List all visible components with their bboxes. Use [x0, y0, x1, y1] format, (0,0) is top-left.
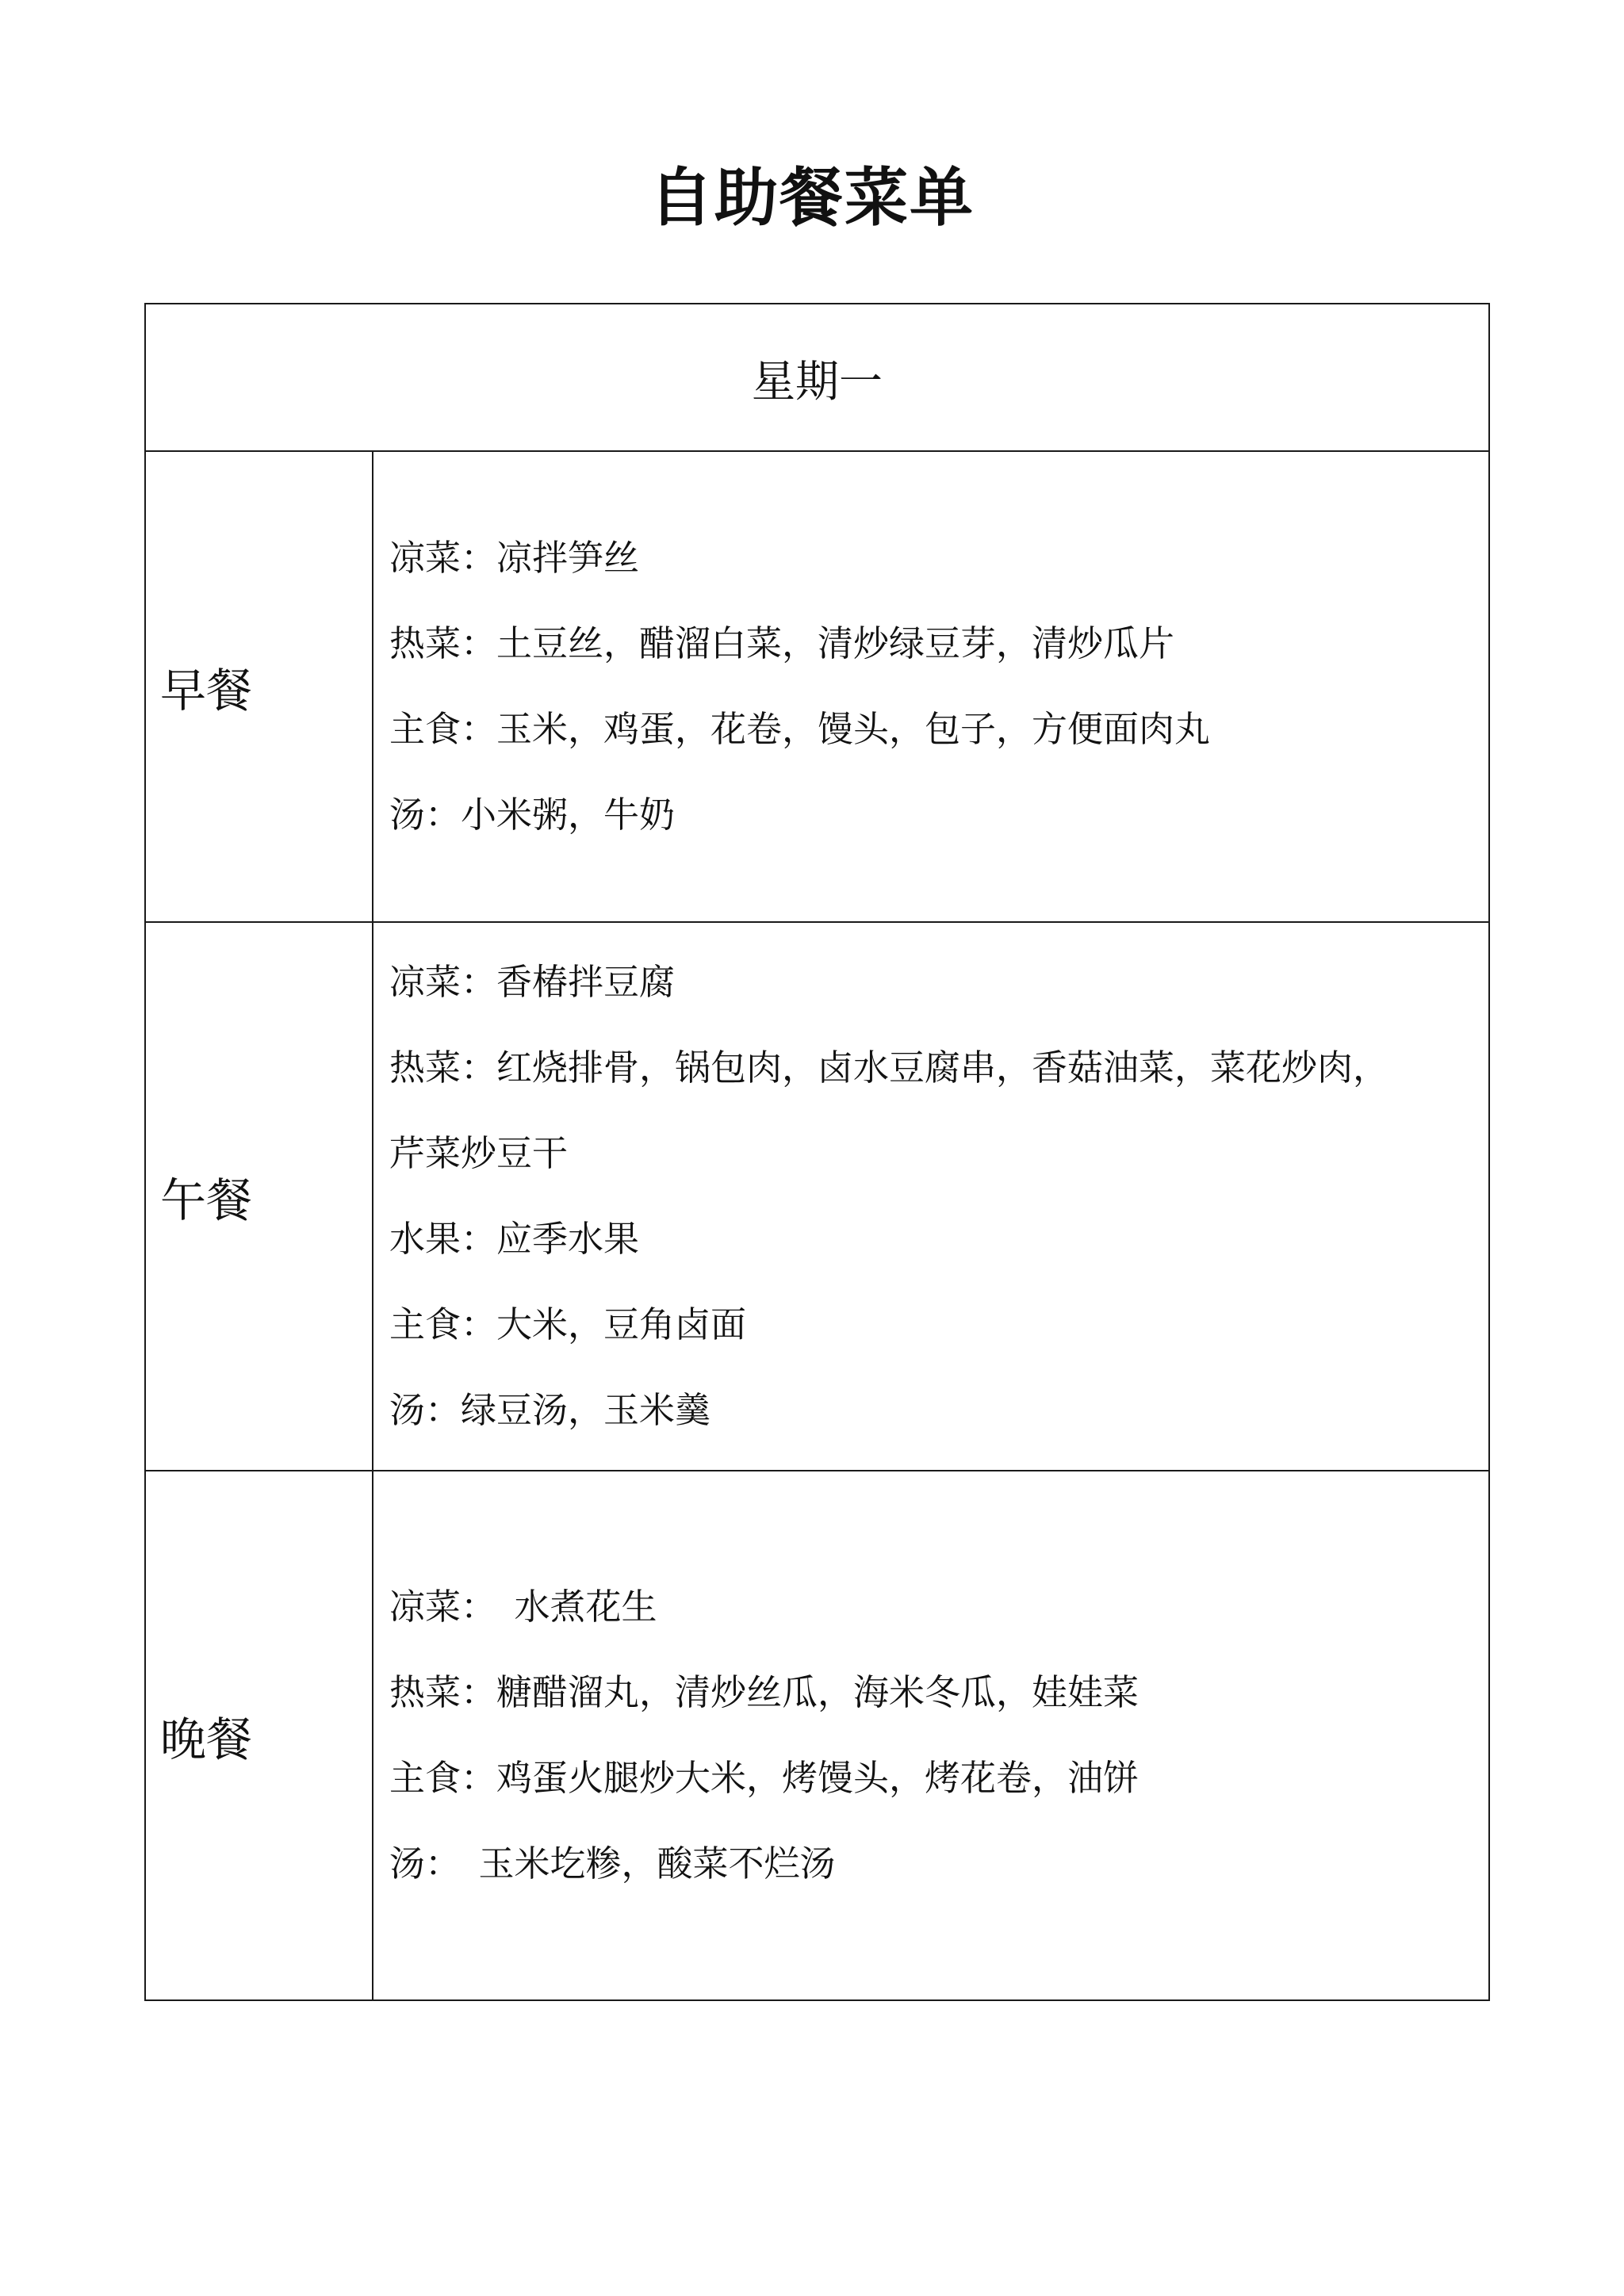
dish-line: 芹菜炒豆干	[389, 1132, 569, 1174]
dish-list-dinner	[373, 1471, 1489, 2000]
dish-line: 水果：应季水果	[389, 1218, 640, 1260]
dish-line: 汤：小米粥，牛奶	[389, 794, 676, 836]
dish-line: 热菜：土豆丝，醋溜白菜，清炒绿豆芽，清炒瓜片	[389, 622, 1175, 664]
meal-row-lunch	[145, 922, 1489, 1471]
dish-list-breakfast	[373, 451, 1489, 922]
dish-list-lunch	[373, 922, 1489, 1471]
meal-label-dinner: 晚餐	[145, 1471, 373, 2000]
page-title: 自助餐菜单	[649, 161, 975, 235]
dish-line: 主食：鸡蛋火腿炒大米，烤馒头，烤花卷，油饼	[389, 1757, 1139, 1799]
meal-row-breakfast	[145, 451, 1489, 922]
dish-line: 凉菜： 水煮花生	[389, 1586, 657, 1628]
day-heading: 星期一	[145, 304, 1489, 451]
dish-line: 凉菜：香椿拌豆腐	[389, 961, 676, 1003]
dish-line: 主食：大米，豆角卤面	[389, 1303, 747, 1345]
dish-line: 主食：玉米，鸡蛋，花卷，馒头，包子，方便面肉丸	[389, 708, 1211, 750]
menu-table	[144, 303, 1490, 2001]
meal-label-breakfast: 早餐	[145, 451, 373, 922]
dish-line: 凉菜：凉拌笋丝	[389, 537, 640, 579]
meal-label-lunch: 午餐	[145, 922, 373, 1471]
dish-line: 汤：绿豆汤，玉米羹	[389, 1389, 711, 1431]
dish-line: 热菜：红烧排骨，锅包肉，卤水豆腐串，香菇油菜，菜花炒肉，	[389, 1047, 1389, 1089]
meal-row-dinner	[145, 1471, 1489, 2000]
dish-line: 汤： 玉米圪糁，酸菜不烂汤	[389, 1843, 836, 1885]
dish-line: 热菜：糖醋溜丸，清炒丝瓜，海米冬瓜，娃娃菜	[389, 1671, 1139, 1713]
day-row	[145, 304, 1489, 451]
